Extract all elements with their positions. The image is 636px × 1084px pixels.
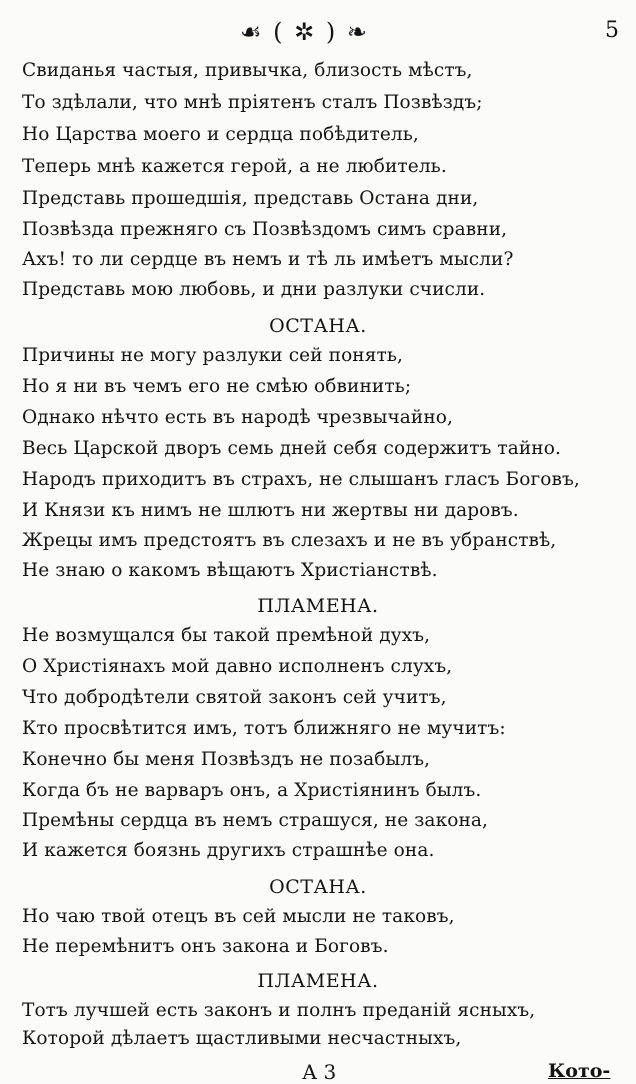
- verse-line: Кто просвѣтится имъ, тотъ ближняго не мучитъ:: [22, 718, 506, 739]
- verse-line: Свиданья частыя, привычка, близость мѣстъ,: [22, 60, 473, 81]
- verse-line: И Князи къ нимъ не шлютъ ни жертвы ни даровъ.: [22, 500, 519, 521]
- speaker-heading: ПЛАМЕНА.: [257, 595, 379, 617]
- verse-line: Тотъ лучшей есть законъ и полнъ преданій ясныхъ,: [22, 1000, 536, 1021]
- header-ornament-icon: ☙ ( ✲ ) ❧: [240, 18, 369, 46]
- verse-line: Но чаю твой отецъ въ сей мысли не таковъ,: [22, 906, 455, 927]
- verse-line: Представь прошедшія, представь Остана дни,: [22, 188, 479, 209]
- verse-line: Что добродѣтели святой законъ сей учитъ,: [22, 687, 447, 708]
- signature-mark: А 3: [302, 1060, 337, 1084]
- verse-line: Когда бъ не варваръ онъ, а Христіянинъ былъ.: [22, 780, 482, 801]
- verse-line: Ахъ! то ли сердце въ немъ и тѣ ль имѣетъ мысли?: [22, 249, 514, 270]
- verse-line: Весь Царской дворъ семь дней себя содержитъ тайно.: [22, 438, 561, 459]
- verse-line: Не знаю о какомъ вѣщаютъ Христіанствѣ.: [22, 560, 438, 581]
- verse-line: Жрецы имъ предстоятъ въ слезахъ и не въ убранствѣ,: [22, 530, 557, 551]
- verse-line: О Христіянахъ мой давно исполненъ слухъ,: [22, 656, 453, 677]
- verse-line: Народъ приходитъ въ страхъ, не слышанъ гласъ Боговъ,: [22, 469, 580, 490]
- verse-line: Премѣны сердца въ немъ страшуся, не закона,: [22, 810, 489, 831]
- verse-line: То здѣлали, что мнѣ пріятенъ сталъ Позвѣздъ;: [22, 92, 483, 113]
- verse-line: Но Царства моего и сердца побѣдитель,: [22, 124, 419, 145]
- page-header: [0, 18, 636, 48]
- verse-line: Которой дѣлаетъ щастливыми несчастныхъ,: [22, 1028, 462, 1049]
- verse-line: И кажется боязнь другихъ страшнѣе она.: [22, 840, 435, 861]
- verse-line: Конечно бы меня Позвѣздъ не позабылъ,: [22, 749, 431, 770]
- page-footer: [0, 1034, 636, 1084]
- catchword: Кото-: [548, 1060, 611, 1082]
- verse-line: Причины не могу разлуки сей понять,: [22, 345, 403, 366]
- page-number: 5: [605, 18, 619, 43]
- verse-line: Не перемѣнитъ онъ закона и Боговъ.: [22, 936, 389, 957]
- speaker-heading: ОСТАНА.: [269, 876, 367, 898]
- verse-line: Не возмущался бы такой премѣной духъ,: [22, 625, 431, 646]
- verse-line: Теперь мнѣ кажется герой, а не любитель.: [22, 156, 447, 177]
- verse-line: Позвѣзда прежняго съ Позвѣздомъ симъ сравни,: [22, 219, 508, 240]
- verse-line: Но я ни въ чемъ его не смѣю обвинить;: [22, 376, 412, 397]
- speaker-heading: ПЛАМЕНА.: [257, 970, 379, 992]
- speaker-heading: ОСТАНА.: [269, 315, 367, 337]
- verse-line: Представь мою любовь, и дни разлуки счисли.: [22, 279, 486, 300]
- verse-line: Однако нѣчто есть въ народѣ чрезвычайно,: [22, 407, 453, 428]
